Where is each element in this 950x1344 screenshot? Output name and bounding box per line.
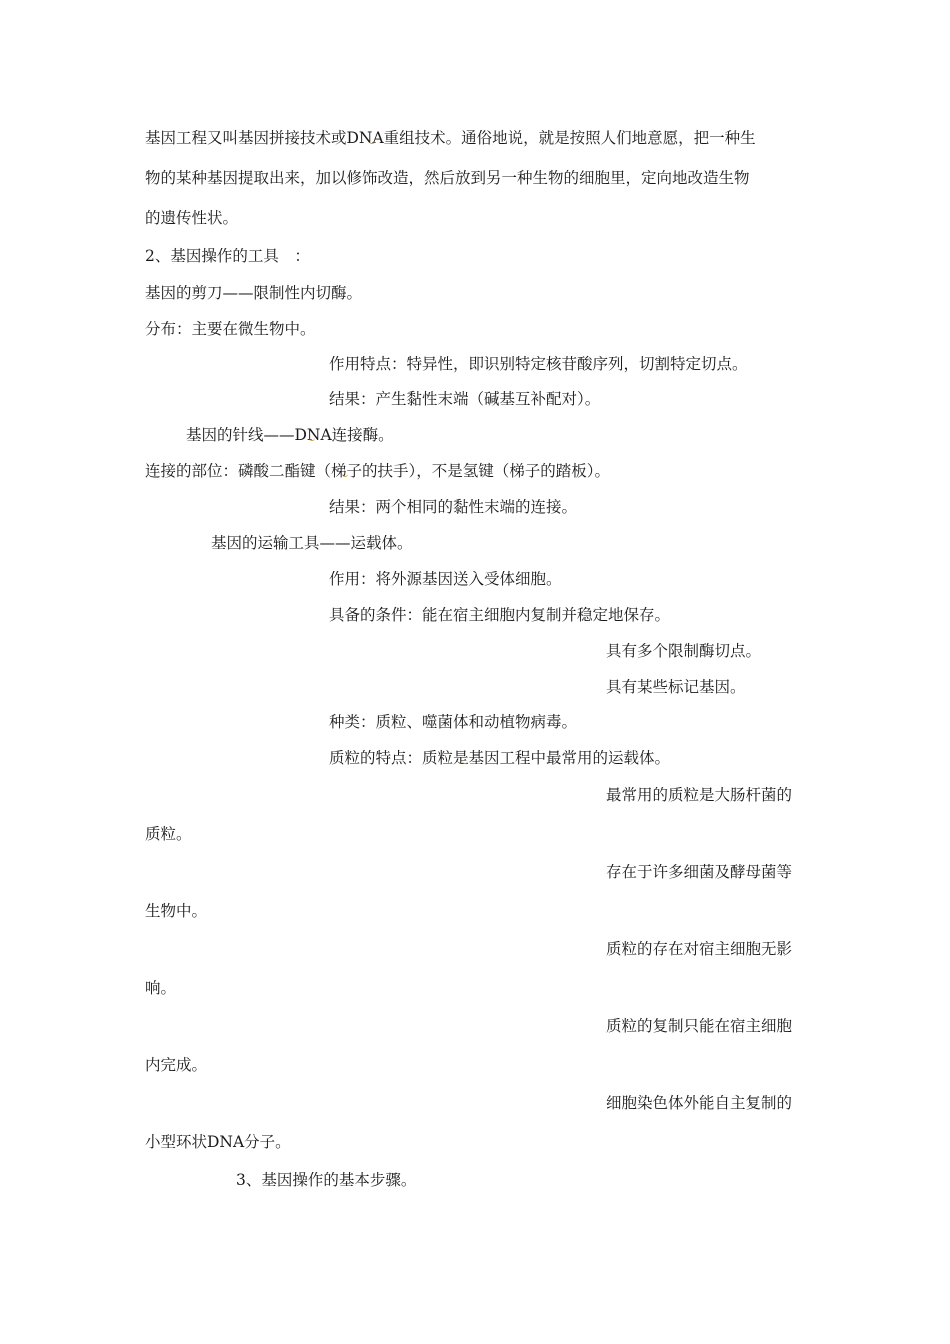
paragraph-line: 作用：将外源基因送入受体细胞。	[329, 570, 562, 588]
paragraph-line: 存在于许多细菌及酵母菌等	[606, 863, 793, 881]
paragraph-line: 基因工程又叫基因拼接技术或DNA重组技术。通俗地说，就是按照人们地意愿，把一种生	[145, 129, 756, 147]
paragraph-line: 作用特点：特异性，即识别特定核苷酸序列，切割特定切点。	[329, 355, 748, 373]
paragraph-line: 最常用的质粒是大肠杆菌的	[606, 786, 793, 804]
paragraph-line: 具有某些标记基因。	[606, 678, 746, 696]
paragraph-line: 质粒的存在对宿主细胞无影	[606, 940, 793, 958]
paragraph-line: 具有多个限制酶切点。	[606, 642, 762, 660]
paragraph-line: 的遗传性状。	[145, 209, 239, 227]
section-heading: 3、基因操作的基本步骤。	[236, 1171, 417, 1189]
paragraph-line: 细胞染色体外能自主复制的	[606, 1094, 793, 1112]
paragraph-line: 结果：产生黏性末端（碱基互补配对）。	[329, 390, 601, 408]
paragraph-line: 基因的运输工具——运载体。	[211, 534, 413, 552]
paragraph-line: 质粒。	[145, 825, 192, 843]
paragraph-line: 响。	[145, 979, 177, 997]
paragraph-line: 分布：主要在微生物中。	[145, 320, 316, 338]
paragraph-line: 生物中。	[145, 902, 208, 920]
paragraph-line: 连接的部位：磷酸二酯键（梯子的扶手），不是氢键（梯子的踏板）。	[145, 462, 611, 480]
paragraph-line: 种类：质粒、噬菌体和动植物病毒。	[329, 713, 578, 731]
paragraph-line: 物的某种基因提取出来，加以修饰改造，然后放到另一种生物的细胞里，定向地改造生物	[145, 169, 750, 187]
paragraph-line: 基因的剪刀——限制性内切酶。	[145, 284, 363, 302]
paragraph-line: 基因的针线——DNA连接酶。	[186, 426, 394, 444]
paragraph-line: 具备的条件：能在宿主细胞内复制并稳定地保存。	[329, 606, 671, 624]
paragraph-line: 小型环状DNA分子。	[145, 1133, 291, 1151]
section-heading: 2、基因操作的工具 ：	[145, 247, 310, 265]
paragraph-line: 质粒的特点：质粒是基因工程中最常用的运载体。	[329, 749, 671, 767]
paragraph-line: 内完成。	[145, 1056, 208, 1074]
paragraph-line: 质粒的复制只能在宿主细胞	[606, 1017, 793, 1035]
paragraph-line: 结果：两个相同的黏性末端的连接。	[329, 498, 578, 516]
